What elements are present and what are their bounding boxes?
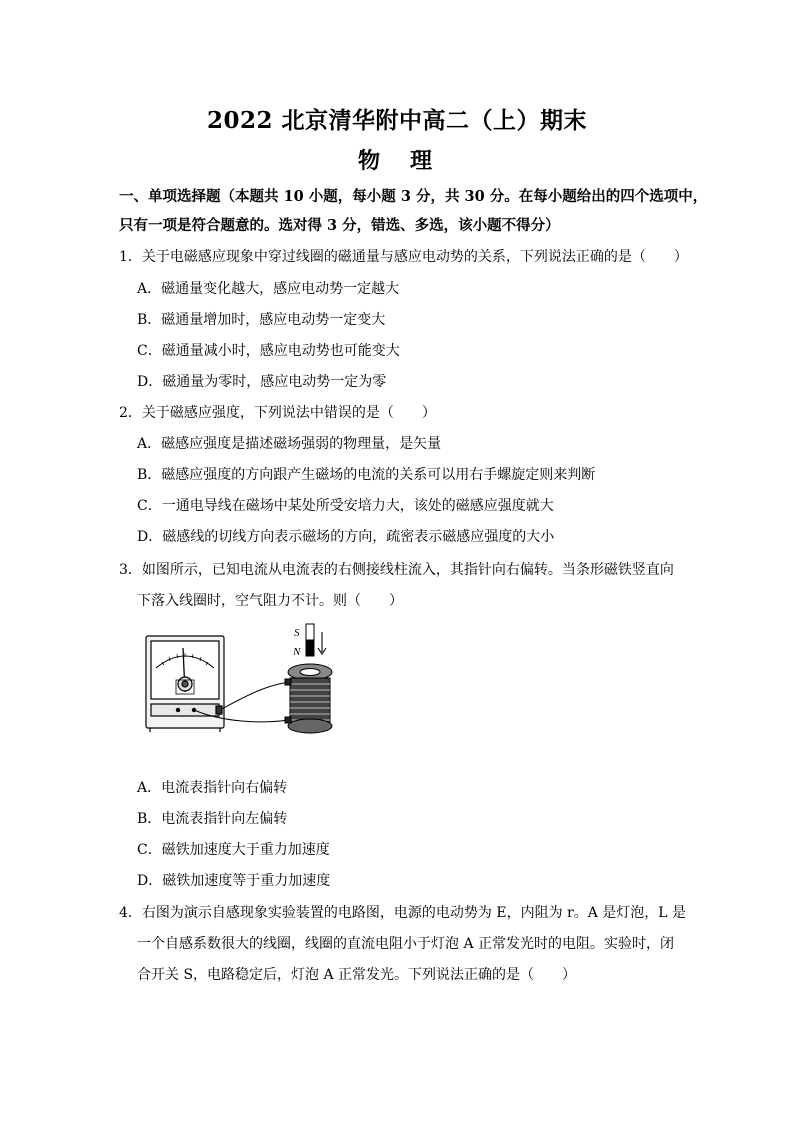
question-2-option-a: A．磁感应强度是描述磁场强弱的物理量，是矢量 (137, 436, 442, 452)
question-2-option-c: C．一通电导线在磁场中某处所受安培力大，该处的磁感应强度就大 (137, 498, 554, 514)
question-2-option-b: B．磁感应强度的方向跟产生磁场的电流的关系可以用右手螺旋定则来判断 (137, 467, 596, 483)
section-instructions-line-1: 一、单项选择题（本题共 10 小题，每小题 3 分，共 30 分。在每小题给出的四个选项中， (119, 188, 708, 205)
question-3-option-b: B．电流表指针向左偏转 (137, 811, 288, 827)
magnet-label-n: N (293, 646, 301, 658)
question-1-option-c: C．磁通量减小时，感应电动势也可能变大 (137, 343, 400, 359)
question-1-option-d: D．磁通量为零时，感应电动势一定为零 (137, 374, 387, 390)
question-3-option-d: D．磁铁加速度等于重力加速度 (137, 873, 331, 889)
question-4-stem-line-3: 合开关 S，电路稳定后，灯泡 A 正常发光。下列说法正确的是（ ） (137, 967, 577, 983)
question-4-stem-line-2: 一个自感系数很大的线圈，线圈的直流电阻小于灯泡 A 正常发光时的电阻。实验时，闭 (137, 936, 675, 952)
question-3-option-a: A．电流表指针向右偏转 (137, 780, 288, 796)
question-3-stem-line-2: 下落入线圈时，空气阻力不计。则（ ） (137, 593, 403, 609)
galvanometer-icon (146, 636, 224, 732)
question-1-option-b: B．磁通量增加时，感应电动势一定变大 (137, 312, 386, 328)
bar-magnet-icon (306, 624, 314, 656)
subject-title: 物 理 (357, 148, 436, 174)
question-3-option-c: C．磁铁加速度大于重力加速度 (137, 842, 330, 858)
question-2-stem: 2．关于磁感应强度，下列说法中错误的是（ ） (119, 405, 436, 421)
coil-icon (285, 664, 332, 733)
question-1-option-a: A．磁通量变化越大，感应电动势一定越大 (137, 281, 400, 297)
question-4-stem-line-1: 4．右图为演示自感现象实验装置的电路图，电源的电动势为 E，内阻为 r。A 是灯泡，L 是 (119, 905, 687, 921)
question-3-stem-line-1: 3．如图所示，已知电流从电流表的右侧接线柱流入，其指针向右偏转。当条形磁铁竖直向 (119, 562, 674, 578)
down-arrow-icon (318, 632, 326, 654)
page-title: 2022 北京清华附中高二（上）期末 (206, 107, 588, 134)
section-instructions-line-2: 只有一项是符合题意的。选对得 3 分，错选、多选，该小题不得分） (119, 217, 560, 234)
question-2-option-d: D．磁感线的切线方向表示磁场的方向，疏密表示磁感应强度的大小 (137, 529, 555, 545)
magnet-label-s: S (294, 627, 300, 639)
galvanometer-coil-magnet-figure (142, 622, 342, 734)
question-1-stem: 1．关于电磁感应现象中穿过线圈的磁通量与感应电动势的关系，下列说法正确的是（ ） (119, 249, 688, 265)
